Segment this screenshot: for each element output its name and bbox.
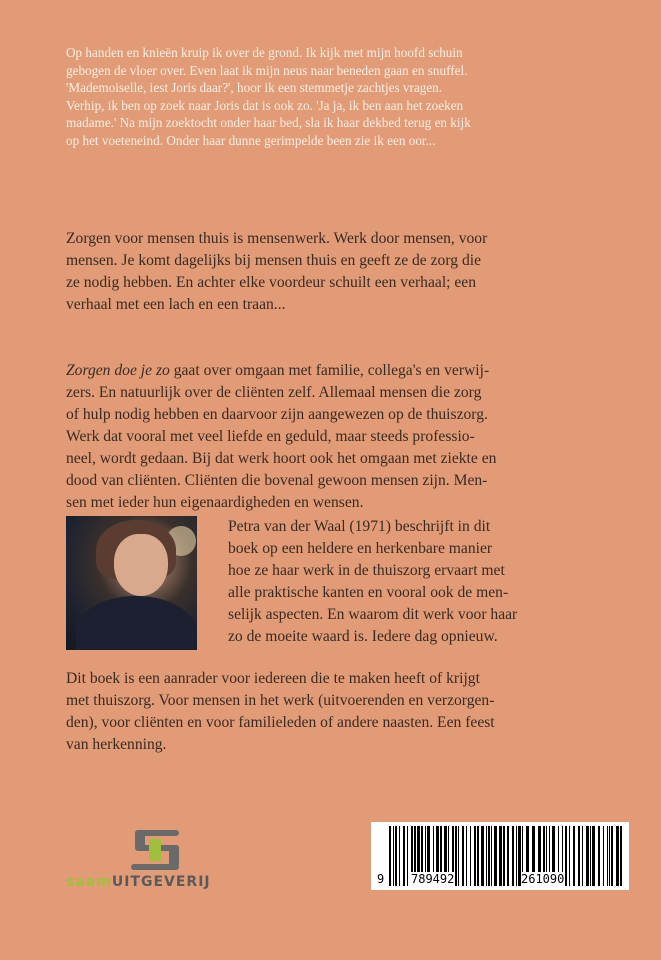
barcode-group1: 789492 bbox=[411, 872, 455, 886]
barcode-bar bbox=[407, 826, 408, 886]
barcode-bar bbox=[503, 826, 505, 886]
barcode-bar bbox=[598, 826, 600, 886]
paragraph-line: Zorgen voor mensen thuis is mensenwerk. Werk door mensen, voor bbox=[66, 230, 488, 247]
barcode-bar bbox=[481, 826, 484, 886]
barcode-group2: 261090 bbox=[521, 872, 565, 886]
barcode-bar bbox=[403, 826, 405, 886]
barcode-bar bbox=[507, 826, 509, 886]
paragraph-line: zo de moeite waard is. Iedere dag opnieuw. bbox=[228, 628, 498, 645]
paragraph-line: met thuiszorg. Voor mensen in het werk (uitvoerenden en verzorgen- bbox=[66, 692, 495, 709]
paragraph-line: dood van cliënten. Cliënten die bovenal gewoon mensen zijn. Men- bbox=[66, 472, 488, 489]
paragraph-line: van herkenning. bbox=[66, 736, 167, 753]
barcode-bar bbox=[565, 826, 567, 886]
barcode-bar bbox=[474, 826, 476, 886]
barcode-bar bbox=[512, 826, 514, 886]
barcode-bar bbox=[486, 826, 487, 886]
publisher-name-part: UITGEVERIJ bbox=[111, 874, 211, 890]
publisher-logo-icon bbox=[131, 830, 183, 872]
excerpt-line: 'Mademoiselle, iest Joris daar?', hoor ik een stemmetje zachtjes vragen. bbox=[66, 80, 443, 96]
barcode-bar bbox=[582, 826, 583, 886]
paragraph-line: hoe ze haar werk in de thuiszorg ervaart met bbox=[228, 562, 505, 579]
author-bio bbox=[228, 516, 638, 648]
barcode-bar bbox=[462, 826, 464, 886]
publisher-name-part: saam bbox=[66, 874, 112, 890]
barcode-bar bbox=[488, 826, 490, 886]
paragraph-line: Werk dat vooral met veel liefde en geduld, maar steeds professio- bbox=[66, 428, 475, 445]
barcode-bar bbox=[569, 826, 570, 886]
paragraph-line: Dit boek is een aanrader voor iedereen die te maken heeft of krijgt bbox=[66, 670, 480, 687]
barcode-bar bbox=[491, 826, 492, 886]
barcode-bar bbox=[455, 826, 457, 886]
paragraph-line: Petra van der Waal (1971) beschrijft in dit bbox=[228, 518, 491, 535]
paragraph-line: alle praktische kanten en vooral ook de men- bbox=[228, 584, 509, 601]
barcode-bar bbox=[458, 826, 459, 886]
barcode-bar bbox=[590, 826, 591, 886]
barcode-bar bbox=[573, 826, 575, 886]
barcode-bar bbox=[616, 826, 619, 886]
barcode-bar bbox=[578, 826, 580, 886]
excerpt-line: op het voeteneind. Onder haar dunne gerimpelde been zie ik een oor... bbox=[66, 132, 436, 148]
paragraph-line: den), voor cliënten en voor familieleden of andere naasten. Een feest bbox=[66, 714, 495, 731]
barcode-bar bbox=[466, 826, 467, 886]
barcode-bar bbox=[395, 826, 397, 886]
paragraph-line: zers. En natuurlijk over de cliënten zelf. Allemaal mensen die zorg bbox=[66, 384, 482, 401]
barcode-bar bbox=[620, 826, 622, 886]
paragraph-line: sen met ieder hun eigenaardigheden en wensen. bbox=[66, 494, 364, 511]
barcode-prefix: 9 bbox=[377, 872, 385, 886]
barcode-bar bbox=[499, 826, 502, 886]
paragraph-line bbox=[66, 360, 646, 382]
excerpt-line: Op handen en knieën kruip ik over de grond. Ik kijk met mijn hoofd schuin bbox=[66, 45, 463, 60]
excerpt-line: gebogen de vloer over. Even laat ik mijn neus naar beneden gaan en snuffel. bbox=[66, 62, 468, 78]
paragraph-text: gaat over omgaan met familie, collega's en verwij- bbox=[169, 362, 490, 379]
barcode-bar bbox=[477, 826, 479, 886]
barcode-bar bbox=[399, 826, 400, 886]
publisher-logo bbox=[66, 826, 246, 896]
paragraph-line: ze nodig hebben. En achter elke voordeur schuilt een verhaal; een bbox=[66, 274, 477, 291]
paragraph-line: neel, wordt gedaan. Bij dat werk hoort ook het omgaan met ziekte en bbox=[66, 450, 497, 467]
publisher-name bbox=[66, 874, 211, 890]
paragraph-line: selijk aspecten. En waarom dit werk voor haar bbox=[228, 606, 518, 623]
barcode-bar bbox=[586, 826, 589, 886]
paragraph-line: of hulp nodig hebben en daarvoor zijn aangewezen op de thuiszorg. bbox=[66, 406, 488, 423]
barcode-bar bbox=[603, 826, 604, 886]
paragraph-line: boek op een heldere en herkenbare manier bbox=[228, 540, 493, 557]
book-title: Zorgen doe je zo bbox=[66, 362, 170, 379]
barcode-bar bbox=[611, 826, 613, 886]
description-paragraph bbox=[66, 360, 646, 514]
paragraph-line: verhaal met een lach en een traan... bbox=[66, 296, 286, 313]
excerpt-line: Verhip, ik ben op zoek naar Joris dat is ook zo. 'Ja ja, ik ben aan het zoeken bbox=[66, 97, 464, 113]
intro-paragraph bbox=[66, 228, 646, 316]
barcode-bar bbox=[393, 826, 394, 886]
paragraph-line: mensen. Je komt dagelijks bij mensen thuis en geeft ze de zorg die bbox=[66, 252, 482, 269]
author-photo bbox=[66, 516, 197, 650]
barcode-bar bbox=[470, 826, 471, 886]
isbn-barcode bbox=[371, 822, 629, 890]
barcode-bar bbox=[516, 826, 517, 886]
barcode-bar bbox=[592, 826, 595, 886]
barcode-bar bbox=[607, 826, 608, 886]
excerpt-text bbox=[66, 44, 646, 150]
excerpt-line: madame.' Na mijn zoektocht onder haar bed, sla ik haar dekbed terug en kijk bbox=[66, 115, 471, 131]
barcode-bars bbox=[371, 822, 629, 890]
recommendation-paragraph bbox=[66, 668, 646, 756]
barcode-bar bbox=[494, 826, 497, 886]
barcode-bar bbox=[609, 826, 610, 886]
barcode-bar bbox=[389, 826, 391, 886]
